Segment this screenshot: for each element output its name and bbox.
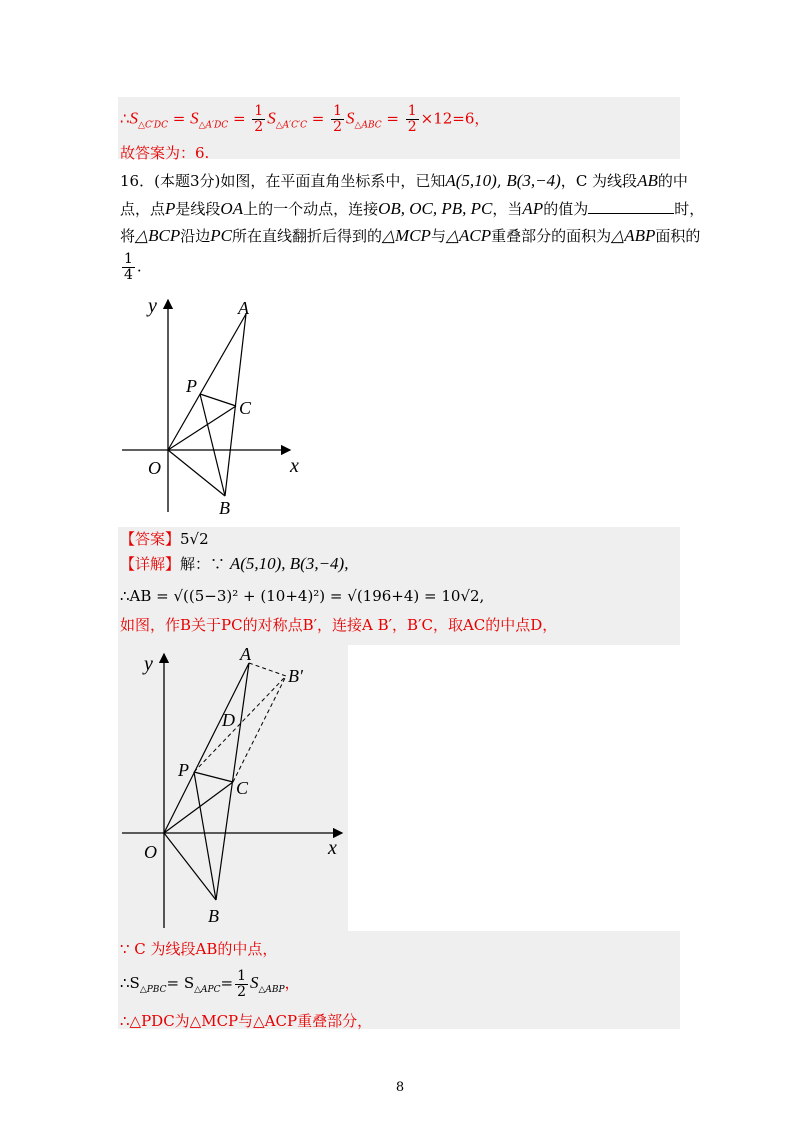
label-o: O xyxy=(144,842,157,862)
problem-text: 点，点 xyxy=(120,200,166,218)
label-b-prime: B′ xyxy=(288,666,303,686)
half-num: 1 xyxy=(237,967,246,984)
label-d: D xyxy=(222,710,235,730)
figure-2 xyxy=(118,646,348,930)
answer-value: 5√2 xyxy=(180,530,209,548)
label-a: A xyxy=(238,298,249,318)
seg-ap: AP xyxy=(522,199,544,218)
seg-oa: OA xyxy=(220,199,244,218)
page-number: 8 xyxy=(395,1080,405,1095)
segments: OB, OC, PB, PC xyxy=(378,199,493,218)
tri-mcp: △MCP xyxy=(381,226,431,245)
problem-text: 时， xyxy=(674,200,705,218)
problem-text: 面积的 xyxy=(655,227,701,245)
answer-blank xyxy=(588,199,674,214)
tri-abp: △ABP xyxy=(611,226,656,245)
problem-lead: 16．(本题3分)如图，在平面直角坐标系中，已知 xyxy=(120,172,446,190)
half-fraction xyxy=(235,969,248,1000)
area-eq2: = xyxy=(220,974,234,992)
frac-tail: . xyxy=(136,257,142,276)
sub-apc: △APC xyxy=(194,985,221,995)
label-x: x xyxy=(290,455,299,477)
answer-tag: 【答案】 xyxy=(120,530,181,548)
area-tail: ， xyxy=(284,974,300,992)
tri-bcp: △BCP xyxy=(135,226,181,245)
tri-acp: △ACP xyxy=(445,226,492,245)
detail-lead: 解：∵ xyxy=(180,555,226,573)
label-b: B xyxy=(219,498,230,518)
point-p: P xyxy=(165,199,176,218)
label-a: A xyxy=(240,646,251,664)
overlap-line: ∴△PDC为△MCP与△ACP重叠部分， xyxy=(120,1012,373,1030)
problem-text: 所在直线翻折后得到的 xyxy=(231,227,382,245)
label-x: x xyxy=(328,837,337,859)
problem-text: 上的一个动点，连接 xyxy=(243,200,379,218)
area-s: S xyxy=(249,973,259,992)
problem-text: 是线段 xyxy=(175,200,221,218)
half-den: 2 xyxy=(237,983,246,1000)
problem-text: 重叠部分的面积为 xyxy=(491,227,612,245)
quarter-fraction xyxy=(122,252,135,283)
construction-line: 如图，作B关于PC的对称点B′，连接A B′，B′C，取AC的中点D， xyxy=(120,616,558,634)
triangle-lines xyxy=(168,314,246,496)
detail-points: A(5,10), B(3,−4), xyxy=(229,554,349,573)
label-p: P xyxy=(186,376,197,396)
area-chain-line: $\therefore S_{\triangle C'DC} = S_{\triangle A'DC}$ = $\frac{1}{2}$ $S_{\triangle A'C'C}$ = $\frac{1}{2}$ $S_{\triangle ABC}$ = $\frac{1}{2}$ ×12=6， xyxy=(120,103,490,135)
label-o: O xyxy=(148,458,161,478)
label-p: P xyxy=(178,760,189,780)
problem-line-3 xyxy=(120,225,700,247)
problem-line-1: 16．(本题3分)如图，在平面直角坐标系中，已知A(5,10), B(3,−4)，C 为线段AB的中 xyxy=(120,171,688,190)
answer-line xyxy=(120,528,209,550)
label-y: y xyxy=(144,653,153,675)
area-chain-tail: ×12=6， xyxy=(420,109,490,128)
seg-ab: AB xyxy=(637,171,658,190)
previous-answer: 故答案为：6. xyxy=(120,144,210,162)
problem-text: ，当 xyxy=(492,200,523,218)
sub-pbc: △PBC xyxy=(139,985,167,995)
mid-tail: 的中 xyxy=(657,172,688,190)
problem-text: 与 xyxy=(430,227,446,245)
problem-text: 将 xyxy=(120,227,136,245)
c-midpoint-line: ∵ C 为线段AB的中点， xyxy=(120,940,278,958)
ab-length-line: ∴AB = √((5−3)² + (10+4)²) = √(196+4) = 10√2, xyxy=(120,587,485,605)
label-y: y xyxy=(148,295,157,317)
label-c: C xyxy=(236,778,249,798)
detail-tag: 【详解】 xyxy=(120,555,181,573)
frac-num: 1 xyxy=(124,251,133,267)
label-b: B xyxy=(208,906,219,926)
frac-den: 4 xyxy=(124,267,133,283)
problem-line-2 xyxy=(120,198,704,220)
sub-abp: △ABP xyxy=(258,985,285,995)
c-desc: C 为线段 xyxy=(575,172,638,190)
seg-pc: PC xyxy=(210,226,232,245)
label-c: C xyxy=(239,398,252,418)
point-b: B(3,−4) xyxy=(506,171,561,190)
problem-text: 沿边 xyxy=(180,227,211,245)
problem-text: 的值为 xyxy=(543,200,589,218)
area-lead: ∴S xyxy=(120,974,140,992)
area-relation-line xyxy=(120,968,300,1005)
problem-line-4 xyxy=(120,252,142,283)
point-a: A(5,10) xyxy=(445,171,497,190)
figure-1 xyxy=(118,292,318,520)
detail-line xyxy=(120,553,348,575)
area-eq: = S xyxy=(166,974,195,992)
